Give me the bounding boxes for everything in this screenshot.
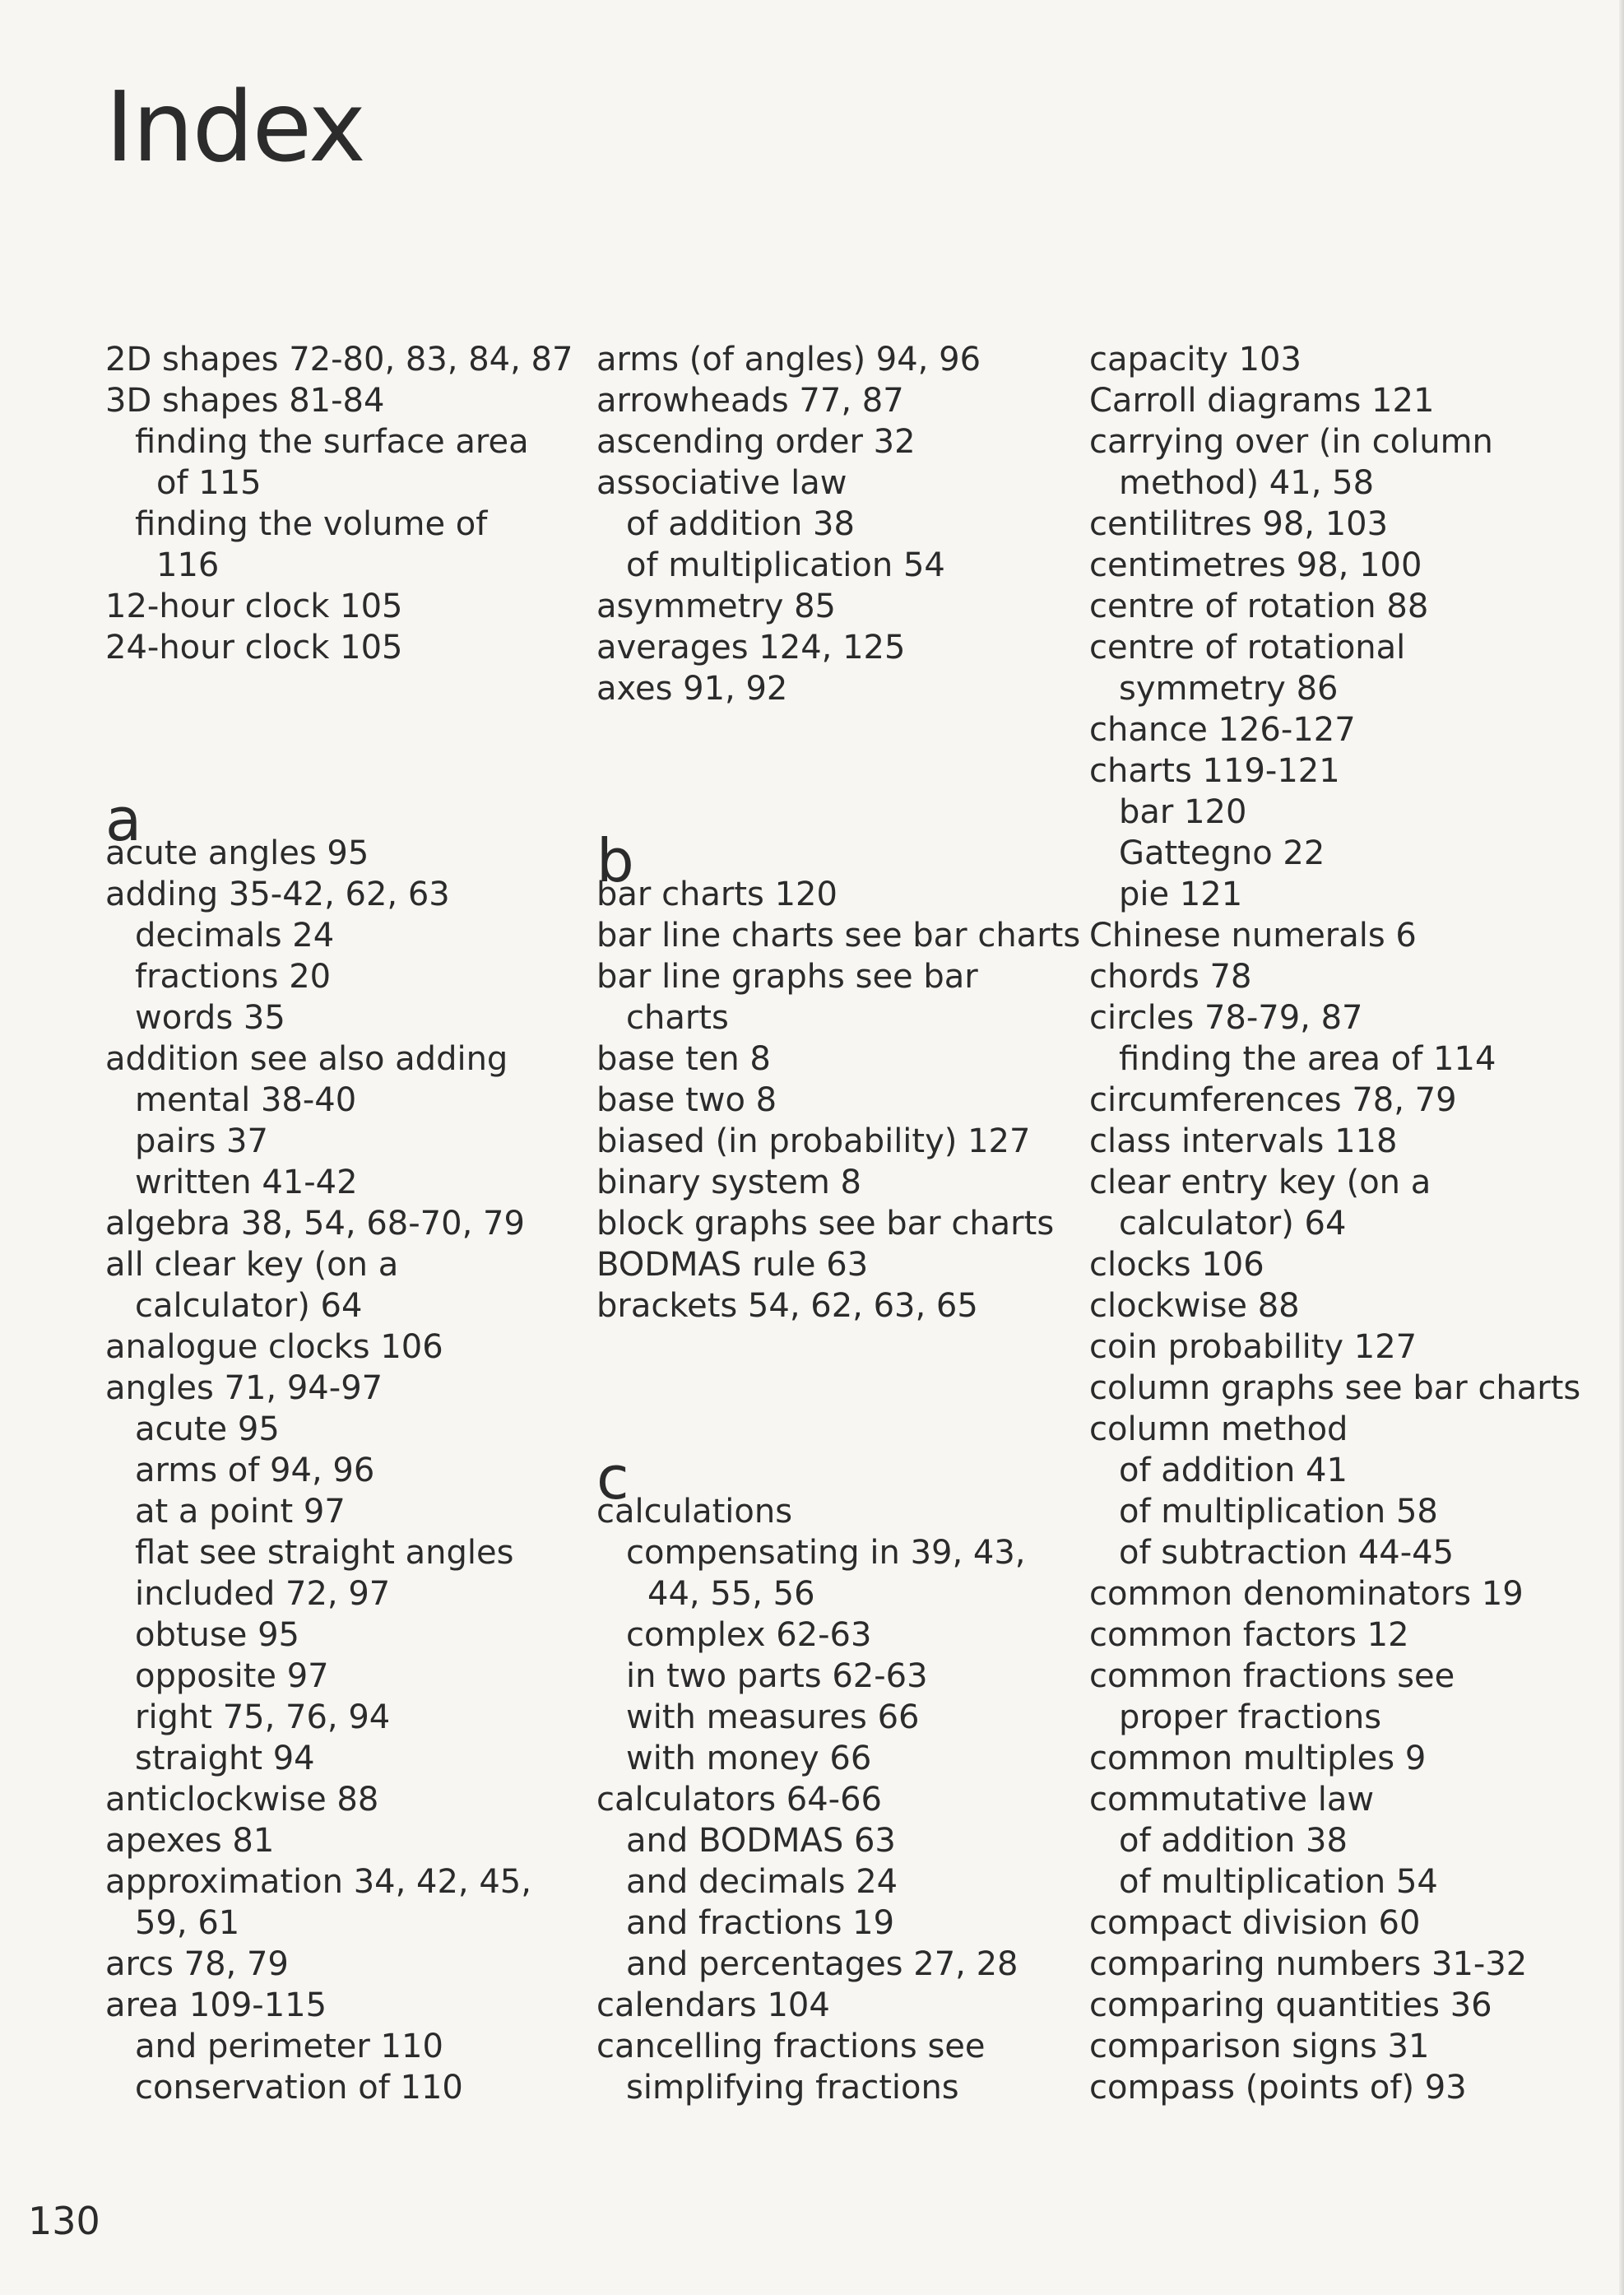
section-gap: [105, 668, 573, 792]
index-entry: all clear key (on a: [105, 1246, 399, 1284]
index-subentry: pairs 37: [135, 1122, 268, 1160]
index-entry: block graphs see bar charts: [596, 1205, 1055, 1243]
index-subentry: arms of 94, 96: [135, 1452, 375, 1489]
index-subentry: finding the area of 114: [1119, 1040, 1496, 1078]
index-entry: biased (in probability) 127: [596, 1122, 1031, 1160]
index-subentry: 44, 55, 56: [647, 1575, 815, 1613]
index-subentry: of 115: [156, 464, 262, 502]
index-entry: Carroll diagrams 121: [1089, 382, 1435, 420]
section-letter-a: a: [105, 785, 142, 854]
index-subentry: bar 120: [1119, 793, 1247, 831]
index-subentry: 59, 61: [135, 1904, 240, 1942]
index-entry: algebra 38, 54, 68-70, 79: [105, 1205, 525, 1243]
index-entry: comparison signs 31: [1089, 2028, 1430, 2065]
index-entry: compact division 60: [1089, 1904, 1421, 1942]
index-subentry: charts: [626, 999, 729, 1037]
index-subentry: 116: [156, 546, 220, 584]
section-letter-c: c: [596, 1443, 629, 1512]
index-subentry: decimals 24: [135, 917, 335, 955]
index-entry: approximation 34, 42, 45,: [105, 1863, 531, 1901]
index-subentry: right 75, 76, 94: [135, 1698, 391, 1736]
index-subentry: words 35: [135, 999, 285, 1037]
index-subentry: mental 38-40: [135, 1081, 357, 1119]
index-subentry: calculator) 64: [135, 1287, 363, 1325]
index-subentry: in two parts 62-63: [626, 1657, 928, 1695]
index-entry: area 109-115: [105, 1986, 327, 2024]
page-title: Index: [105, 70, 364, 184]
index-subentry: and perimeter 110: [135, 2028, 443, 2065]
index-entry: 2D shapes 72-80, 83, 84, 87: [105, 341, 573, 379]
index-entry: brackets 54, 62, 63, 65: [596, 1287, 978, 1325]
index-entry: comparing quantities 36: [1089, 1986, 1492, 2024]
index-column-2: [596, 339, 1080, 2108]
index-entry: calculators 64-66: [596, 1781, 882, 1819]
index-entry: analogue clocks 106: [105, 1328, 443, 1366]
index-entry: 12-hour clock 105: [105, 588, 403, 625]
index-entry: base two 8: [596, 1081, 777, 1119]
index-entry: charts 119-121: [1089, 752, 1340, 790]
index-entry: carrying over (in column: [1089, 423, 1493, 461]
index-entry: comparing numbers 31-32: [1089, 1945, 1528, 1983]
index-subentry: of multiplication 58: [1119, 1493, 1438, 1531]
index-entry: common denominators 19: [1089, 1575, 1524, 1613]
index-subentry: and percentages 27, 28: [626, 1945, 1018, 1983]
index-entry: calculations: [596, 1493, 793, 1531]
index-subentry: method) 41, 58: [1119, 464, 1375, 502]
index-subentry: of multiplication 54: [1119, 1863, 1438, 1901]
index-subentry: conservation of 110: [135, 2069, 463, 2107]
index-entry: common factors 12: [1089, 1616, 1409, 1654]
index-subentry: compensating in 39, 43,: [626, 1534, 1026, 1572]
index-subentry: complex 62-63: [626, 1616, 872, 1654]
index-subentry: of multiplication 54: [626, 546, 945, 584]
index-entry: arrowheads 77, 87: [596, 382, 904, 420]
index-entry: clockwise 88: [1089, 1287, 1300, 1325]
index-entry: arcs 78, 79: [105, 1945, 289, 1983]
index-entry: BODMAS rule 63: [596, 1246, 869, 1284]
index-entry: cancelling fractions see: [596, 2028, 986, 2065]
index-entry: 24-hour clock 105: [105, 629, 403, 667]
index-subentry: of addition 38: [626, 505, 855, 543]
index-subentry: proper fractions: [1119, 1698, 1382, 1736]
index-entry: centre of rotation 88: [1089, 588, 1429, 625]
index-entry: base ten 8: [596, 1040, 771, 1078]
index-entry: class intervals 118: [1089, 1122, 1398, 1160]
index-entry: chords 78: [1089, 958, 1252, 996]
index-subentry: calculator) 64: [1119, 1205, 1347, 1243]
index-subentry: pie 121: [1119, 876, 1243, 913]
page-number: 130: [28, 2199, 100, 2243]
index-entry: clear entry key (on a: [1089, 1164, 1431, 1201]
index-subentry: straight 94: [135, 1740, 315, 1777]
index-entry: ascending order 32: [596, 423, 916, 461]
index-entry: common fractions see: [1089, 1657, 1455, 1695]
index-entry: 3D shapes 81-84: [105, 382, 385, 420]
index-subentry: written 41-42: [135, 1164, 358, 1201]
index-entry: arms (of angles) 94, 96: [596, 341, 981, 379]
index-entry: averages 124, 125: [596, 629, 906, 667]
index-subentry: with measures 66: [626, 1698, 920, 1736]
section-gap: [596, 1326, 1080, 1450]
index-entry: addition see also adding: [105, 1040, 508, 1078]
index-subentry: included 72, 97: [135, 1575, 391, 1613]
index-entry: bar charts 120: [596, 876, 838, 913]
index-entry: circumferences 78, 79: [1089, 1081, 1457, 1119]
index-column-1: [105, 339, 573, 2108]
index-subentry: and fractions 19: [626, 1904, 895, 1942]
index-entry: acute angles 95: [105, 834, 369, 872]
index-entry: associative law: [596, 464, 847, 502]
index-subentry: Gattegno 22: [1119, 834, 1325, 872]
index-subentry: opposite 97: [135, 1657, 329, 1695]
index-entry: coin probability 127: [1089, 1328, 1418, 1366]
index-subentry: flat see straight angles: [135, 1534, 514, 1572]
index-entry: column graphs see bar charts: [1089, 1369, 1581, 1407]
index-entry: binary system 8: [596, 1164, 861, 1201]
index-entry: common multiples 9: [1089, 1740, 1427, 1777]
index-subentry: simplifying fractions: [626, 2069, 959, 2107]
index-entry: column method: [1089, 1410, 1348, 1448]
index-entry: anticlockwise 88: [105, 1781, 379, 1819]
index-entry: centilitres 98, 103: [1089, 505, 1389, 543]
index-entry: asymmetry 85: [596, 588, 836, 625]
page-edge-shadow: [1619, 0, 1624, 2295]
index-entry: Chinese numerals 6: [1089, 917, 1417, 955]
index-subentry: of subtraction 44-45: [1119, 1534, 1455, 1572]
index-entry: adding 35-42, 62, 63: [105, 876, 450, 913]
index-entry: circles 78-79, 87: [1089, 999, 1363, 1037]
index-entry: angles 71, 94-97: [105, 1369, 383, 1407]
index-entry: chance 126-127: [1089, 711, 1356, 749]
index-subentry: with money 66: [626, 1740, 872, 1777]
index-subentry: acute 95: [135, 1410, 280, 1448]
index-subentry: at a point 97: [135, 1493, 346, 1531]
index-entry: bar line graphs see bar: [596, 958, 978, 996]
index-subentry: of addition 41: [1119, 1452, 1348, 1489]
index-subentry: fractions 20: [135, 958, 332, 996]
index-entry: centre of rotational: [1089, 629, 1406, 667]
index-column-3: [1089, 339, 1580, 2108]
index-subentry: of addition 38: [1119, 1822, 1348, 1860]
index-entry: axes 91, 92: [596, 670, 788, 708]
index-subentry: finding the surface area: [135, 423, 529, 461]
index-subentry: and BODMAS 63: [626, 1822, 896, 1860]
index-subentry: symmetry 86: [1119, 670, 1339, 708]
index-entry: calendars 104: [596, 1986, 830, 2024]
index-entry: apexes 81: [105, 1822, 275, 1860]
index-subentry: finding the volume of: [135, 505, 488, 543]
index-entry: centimetres 98, 100: [1089, 546, 1422, 584]
index-subentry: and decimals 24: [626, 1863, 898, 1901]
section-letter-b: b: [596, 826, 634, 895]
index-entry: clocks 106: [1089, 1246, 1264, 1284]
index-entry: commutative law: [1089, 1781, 1375, 1819]
section-gap: [596, 709, 1080, 833]
index-entry: bar line charts see bar charts: [596, 917, 1081, 955]
index-entry: capacity 103: [1089, 341, 1302, 379]
index-entry: compass (points of) 93: [1089, 2069, 1467, 2107]
index-subentry: obtuse 95: [135, 1616, 299, 1654]
